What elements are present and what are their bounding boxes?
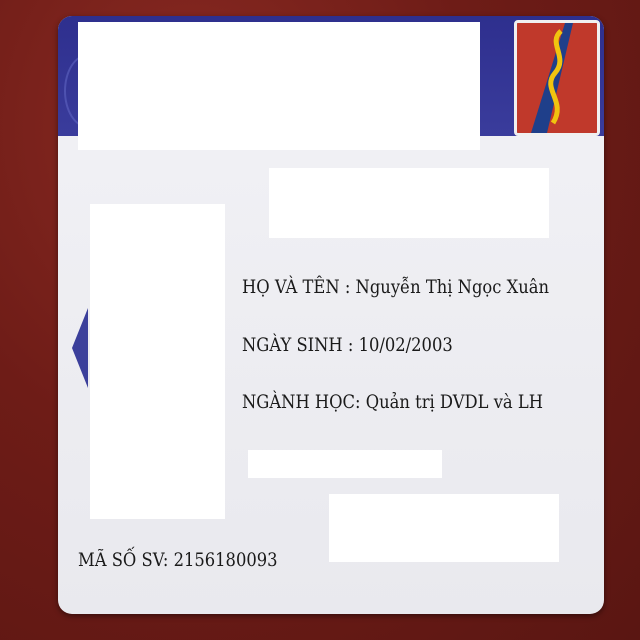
- name-field: [242, 276, 549, 298]
- redacted-class-field: [248, 450, 442, 478]
- redacted-university-name: [78, 22, 480, 150]
- redacted-card-title: [269, 168, 549, 238]
- dob-label: NGÀY SINH: [242, 334, 343, 356]
- name-separator: :: [339, 276, 356, 298]
- name-label: HỌ VÀ TÊN: [242, 276, 340, 298]
- dob-separator: :: [342, 334, 359, 356]
- major-label: NGÀNH HỌC: [242, 391, 356, 413]
- major-value: Quản trị DVDL và LH: [365, 391, 543, 413]
- redacted-photo: [90, 204, 225, 519]
- card-title-remnant: [283, 234, 483, 244]
- arrow-left-icon: [72, 308, 88, 388]
- student-id-field: [78, 549, 278, 571]
- university-logo-icon: [514, 20, 600, 136]
- student-id-label: MÃ SỐ SV: [78, 549, 163, 571]
- dob-field: [242, 334, 453, 356]
- dob-value: 10/02/2003: [358, 334, 453, 356]
- redacted-signature-block: [329, 494, 559, 562]
- student-id-separator: :: [162, 549, 174, 571]
- student-id-card: [58, 16, 604, 614]
- major-field: [242, 391, 543, 413]
- name-value: Nguyễn Thị Ngọc Xuân: [355, 276, 550, 298]
- student-id-value: 2156180093: [173, 549, 278, 571]
- major-separator: :: [355, 391, 366, 413]
